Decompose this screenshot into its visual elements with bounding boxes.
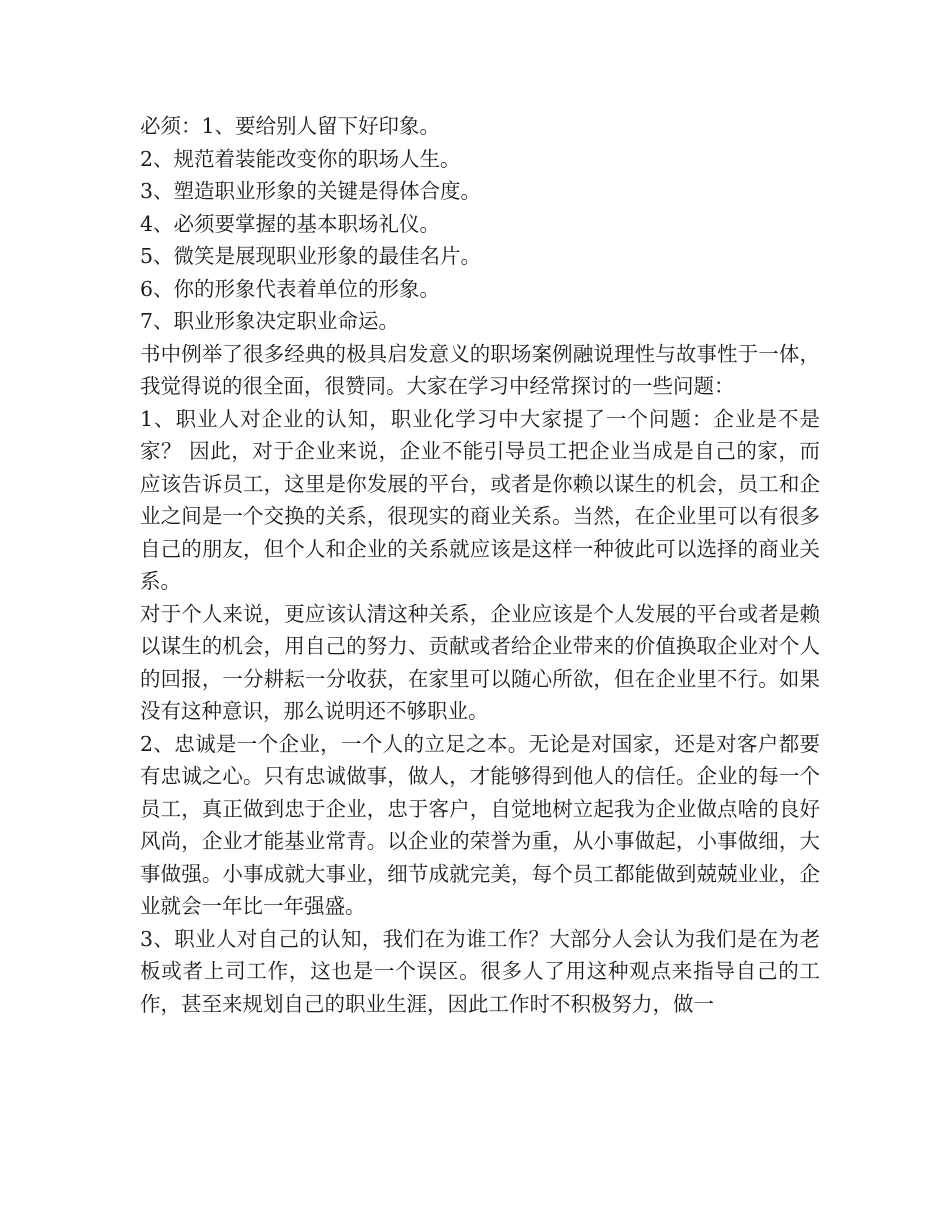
list-item-7: 7、职业形象决定职业命运。 bbox=[140, 309, 400, 333]
paragraph-point-1: 1、职业人对企业的认知，职业化学习中大家提了一个问题：企业是不是家？ 因此，对于企业来说，企业不能引导员工把企业当成是自己的家，而应该告诉员工，这里是你发展的平台，或者是你赖以谋生的机会，员工和企业之间是一个交换的关系，很现实的商业关系。当然，在企业里可以有很多自己的朋友，但个人和企业的关系就应该是这样一种彼此可以选择的商业关系。 bbox=[140, 406, 820, 593]
list-item-6: 6、你的形象代表着单位的形象。 bbox=[140, 276, 441, 301]
document-page bbox=[140, 110, 820, 1020]
paragraph-book-intro: 书中例举了很多经典的极具启发意义的职场案例融说理性与故事性于一体，我觉得说的很全面，很赞同。大家在学习中经常探讨的一些问题： bbox=[140, 341, 820, 398]
paragraph-point-2: 2、忠诚是一个企业，一个人的立足之本。无论是对国家，还是对客户都要有忠诚之心。只有忠诚做事，做人，才能够得到他人的信任。企业的每一个员工，真正做到忠于企业，忠于客户，自觉地树立起我为企业做点啥的良好风尚，企业才能基业常青。以企业的荣誉为重，从小事做起，小事做细，大事做强。小事成就大事业，细节成就完美，每个员工都能做到兢兢业业，企业就会一年比一年强盛。 bbox=[140, 731, 820, 918]
list-item-4: 4、必须要掌握的基本职场礼仪。 bbox=[140, 211, 441, 236]
paragraph-point-3: 3、职业人对自己的认知，我们在为谁工作？大部分人会认为我们是在为老板或者上司工作，这也是一个误区。很多人了用这种观点来指导自己的工作，甚至来规划自己的职业生涯，因此工作时不积极努力，做一 bbox=[140, 926, 820, 1016]
list-intro: 必须：1、要给别人留下好印象。 bbox=[140, 114, 441, 138]
list-item-3: 3、塑造职业形象的关键是得体合度。 bbox=[140, 179, 482, 203]
paragraph-individual: 对于个人来说，更应该认清这种关系，企业应该是个人发展的平台或者是赖以谋生的机会，用自己的努力、贡献或者给企业带来的价值换取企业对个人的回报，一分耕耘一分收获，在家里可以随心所欲，但在企业里不行。如果没有这种意识，那么说明还不够职业。 bbox=[140, 601, 820, 723]
list-item-2: 2、规范着装能改变你的职场人生。 bbox=[140, 146, 461, 171]
list-item-5: 5、微笑是展现职业形象的最佳名片。 bbox=[140, 244, 482, 268]
